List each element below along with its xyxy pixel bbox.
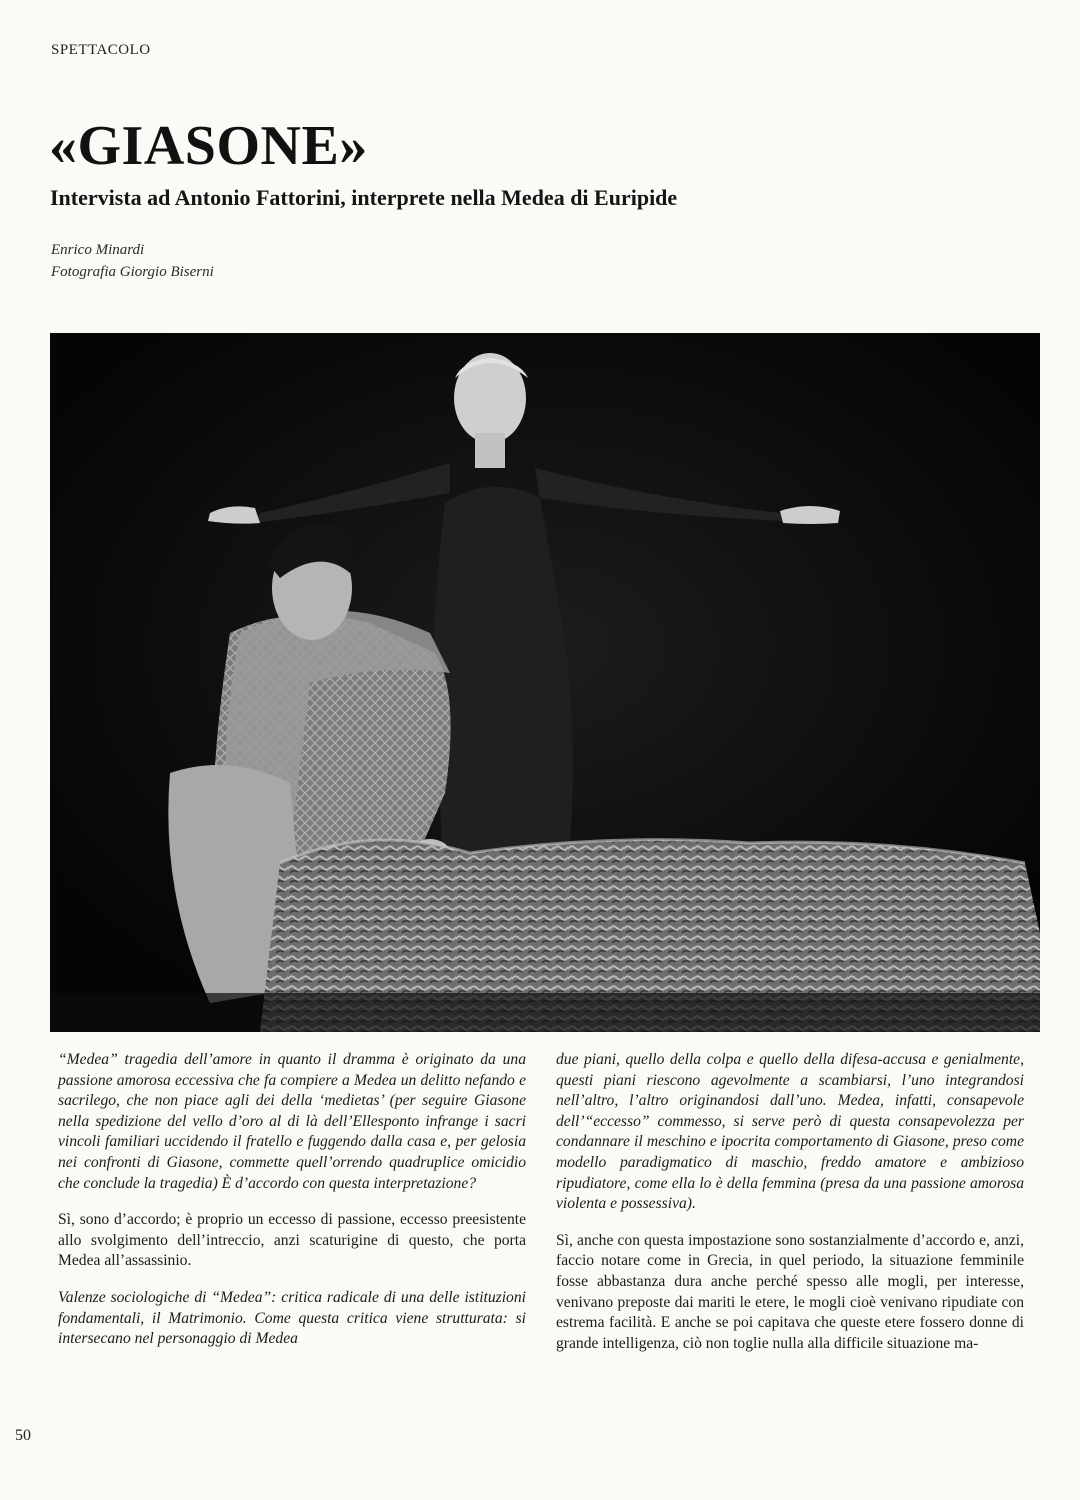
stage-photo <box>50 333 1040 1032</box>
answer-paragraph: Sì, anche con questa impostazione sono sostanzialmente d’accordo e, anzi, faccio notare come in Grecia, in quel periodo, la situazione femminile fosse abbastanza dura anche perché spesso alle mogli, per interesse, venivano preposte dai mariti le etere, le mogli cioè venivano ripudiate con estrema facilità. E anche se poi capitava che queste etere fossero donne di grande intelligenza, ciò non toglie nulla alla difficile situazione ma- <box>556 1231 1024 1352</box>
stage-photo-icon <box>50 333 1040 1032</box>
section-label: SPETTACOLO <box>51 42 151 58</box>
page-number: 50 <box>15 1427 31 1444</box>
photo-credit: Fotografia Giorgio Biserni <box>51 264 214 280</box>
left-column <box>58 1050 526 1366</box>
question-paragraph: Valenze sociologiche di “Medea”: critica radicale di una delle istituzioni fondamentali, il Matrimonio. Come questa critica viene strutturata: si intersecano nel personaggio di Medea <box>58 1288 526 1348</box>
answer-paragraph: Sì, sono d’accordo; è proprio un eccesso di passione, eccesso preesistente allo svolgimento dell’intreccio, anzi scaturigine di questo, che porta Medea all’assassinio. <box>58 1211 526 1270</box>
question-paragraph: “Medea” tragedia dell’amore in quanto il dramma è originato da una passione amorosa eccessiva che fa compiere a Medea un delitto nefando e sacrilego, che non piace agli dei della ‘medietas’ (per seguire Giasone nella spedizione del vello d’oro al di là dell’Ellesponto infrange i sacri vincoli familiari uccidendo il fratello e fuggendo dalla casa e, per gelosia nei confronti di Giasone, commette quell’orrendo quadruplice omicidio che conclude la tragedia) È d’accordo con questa interpretazione? <box>58 1051 526 1192</box>
credits <box>51 239 214 283</box>
question-paragraph: due piani, quello della colpa e quello della difesa-accusa e genialmente, questi piani riescono agevolmente a scambiarsi, l’uno integrandosi nell’altro, l’altro originandosi dall’uno. Medea, infatti, consapevole dell’“eccesso” commesso, si serve però di questa consapevolezza per condannare il meschino e ipocrita comportamento di Giasone, preso come modello paradigmatico di maschio, freddo amatore e ambizioso ripudiatore, come ella lo è della femmina (presa da una passione amorosa violenta e possessiva). <box>556 1051 1024 1213</box>
article-subtitle: Intervista ad Antonio Fattorini, interprete nella Medea di Euripide <box>50 185 678 210</box>
author: Enrico Minardi <box>51 242 145 258</box>
right-column <box>556 1050 1024 1370</box>
article-title: «GIASONE» <box>49 115 368 177</box>
